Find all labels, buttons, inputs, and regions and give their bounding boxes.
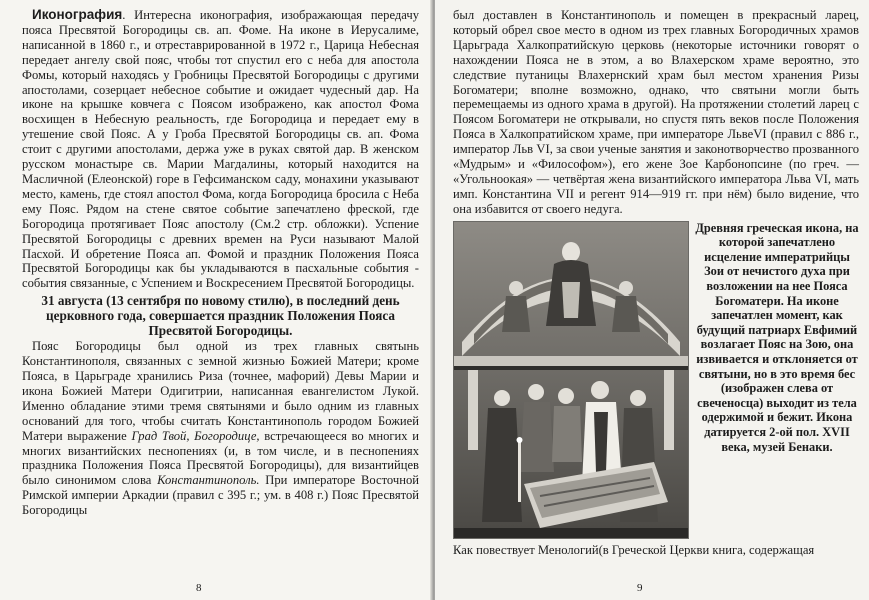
figure-row [453, 221, 859, 541]
icon-drawing [454, 222, 688, 538]
belt-history-italic-2: Константинополь. [157, 473, 260, 488]
right-top-paragraph: был доставлен в Константинополь и помещен в прекрасный ларец, который обрел свое место в одном из трех главных Богородичных храмов Царьграда Халкопратийскую церковь (некоторые источники говорят о нахождении Пояса не в этом, а во Влахерском храме вероятно, это следствие путаницы Влахернский храм был местом хранения Ризы Богоматери; вполне возможно, однако, что святыни могли быть перемещаемы из одного храма в другой). На протяжении столетий ларец с Поясом Богоматери не открывали, но спустя пять веков после Положения Пояса в Халкопратийском храме, при императоре ЛьвеVI (правил с 886 г., император Льв VI, за свои ученые занятия и законотворчество прозванного «Мудрым» и «Философом»), его жене Зое Карбонопсине (по греч. — «Угольноокая» — четвёртая жена византийского императора Льва VI, мать имп. Константина VII и регент 914—919 гг. при нём) было видение, что она избавится от своего недуга. [453, 8, 859, 216]
belt-history-text-1: Пояс Богородицы был одной из трех главных святынь Константинополя, связанных с земной жизнью Божией Матери; кроме Пояса, в Царьграде хранились Риза (точнее, мафорий) Девы Марии и икона Божией Матери Одигитрии, написанная евангелистом Лукой. Именно обладание этими тремя святынями и было одним из главных оснований для того, чтобы считать Константинополь городом Божией Матери выражение [22, 339, 419, 443]
page-number-right: 9 [637, 582, 643, 594]
feast-title: 31 августа (13 сентября по новому стилю), в последний день церковного года, совершается праздник Положения Пояса Пресвятой Богородицы. [41, 293, 400, 339]
belt-history-italic-1: Град Твой, Богородице, [131, 428, 260, 443]
iconography-text: . Интересна иконография, изображающая передачу пояса Пресвятой Богородицы св. ап. Фоме. На иконе в Иерусалиме, написанной в 1860 г., и отреставрированной в 1972 г., Царица Небесная передает ангелу свой пояс, чтобы тот спустил его с неба для апостола Фомы, который находясь у Гробницы Пресвятой Богородицы с другими апостолами, созерцает небесное событие и ожидает чудесный дар. На иконе на крышке ковчега с Поясом изображено, как апостол Фома восхищен в Небесную реальность, где Богородица и передает ему в утешение свой Пояс. А у Гроба Пресвятой Богородицы св. ап. Фома стоит с другими апостолами, держа уже в руках святой дар. В женском русском монастыре св. Марии Магдалины, который находится на Масличной (Елеонской) горе в Гефсиманском саду, монахини указывают место, камень, где стоял апостол Фома, когда Богородица бросила с Неба ему Пояс. Рядом на стене святое событие запечатлено фреской, где Богородица протягивает Пояс апостолу (См.2 стр. обложки). Успение Пресвятой Богородицы с древних времен на Руси называют Малой Пасхой. И обретение Пояса ап. Фомой и праздник Положения Пояса Пресвятой Богородицы как бы укладываются в пасхальные события - события связанные, с Успением и Воскресением Пресвятой Богородицы. [22, 8, 419, 291]
page-number-left: 8 [196, 582, 202, 594]
belt-history-text-2: встречающееся во многих и многих византийских песнопениях (и, в том числе, и в песнопениях праздника Положения Пояса Пресвятой Богородицы), для византийцев было синонимом слова [22, 428, 420, 488]
belt-history-text-3: При императоре Восточной Римской империи Аркадии (правил с 395 г.; ум. в 408 г.) Пояс Пресвятой Богородицы [22, 473, 419, 518]
iconography-paragraph [22, 8, 419, 291]
left-page [0, 0, 433, 600]
iconography-heading: Иконография [32, 7, 123, 22]
belt-history-paragraph [22, 339, 419, 518]
menologion-line: Как повествует Менологий(в Греческой Церкви книга, содержащая [453, 542, 815, 557]
greek-icon-illustration [453, 221, 689, 539]
right-page [435, 0, 869, 600]
icon-caption: Древняя греческая икона, на которой запечатлено исцеление императрийцы Зои от нечистого духа при возложении на нее Пояса Богоматери. На иконе запечатлен момент, как будущий патриарх Евфимий возлагает Пояс на Зою, она извивается и отклоняется от святыни, но в это время бес (изображен слева от свеченосца) выходит из тела одержимой и бежит. Икона датируется 2-ой пол. XVII века, музей Бенаки. [695, 220, 859, 454]
